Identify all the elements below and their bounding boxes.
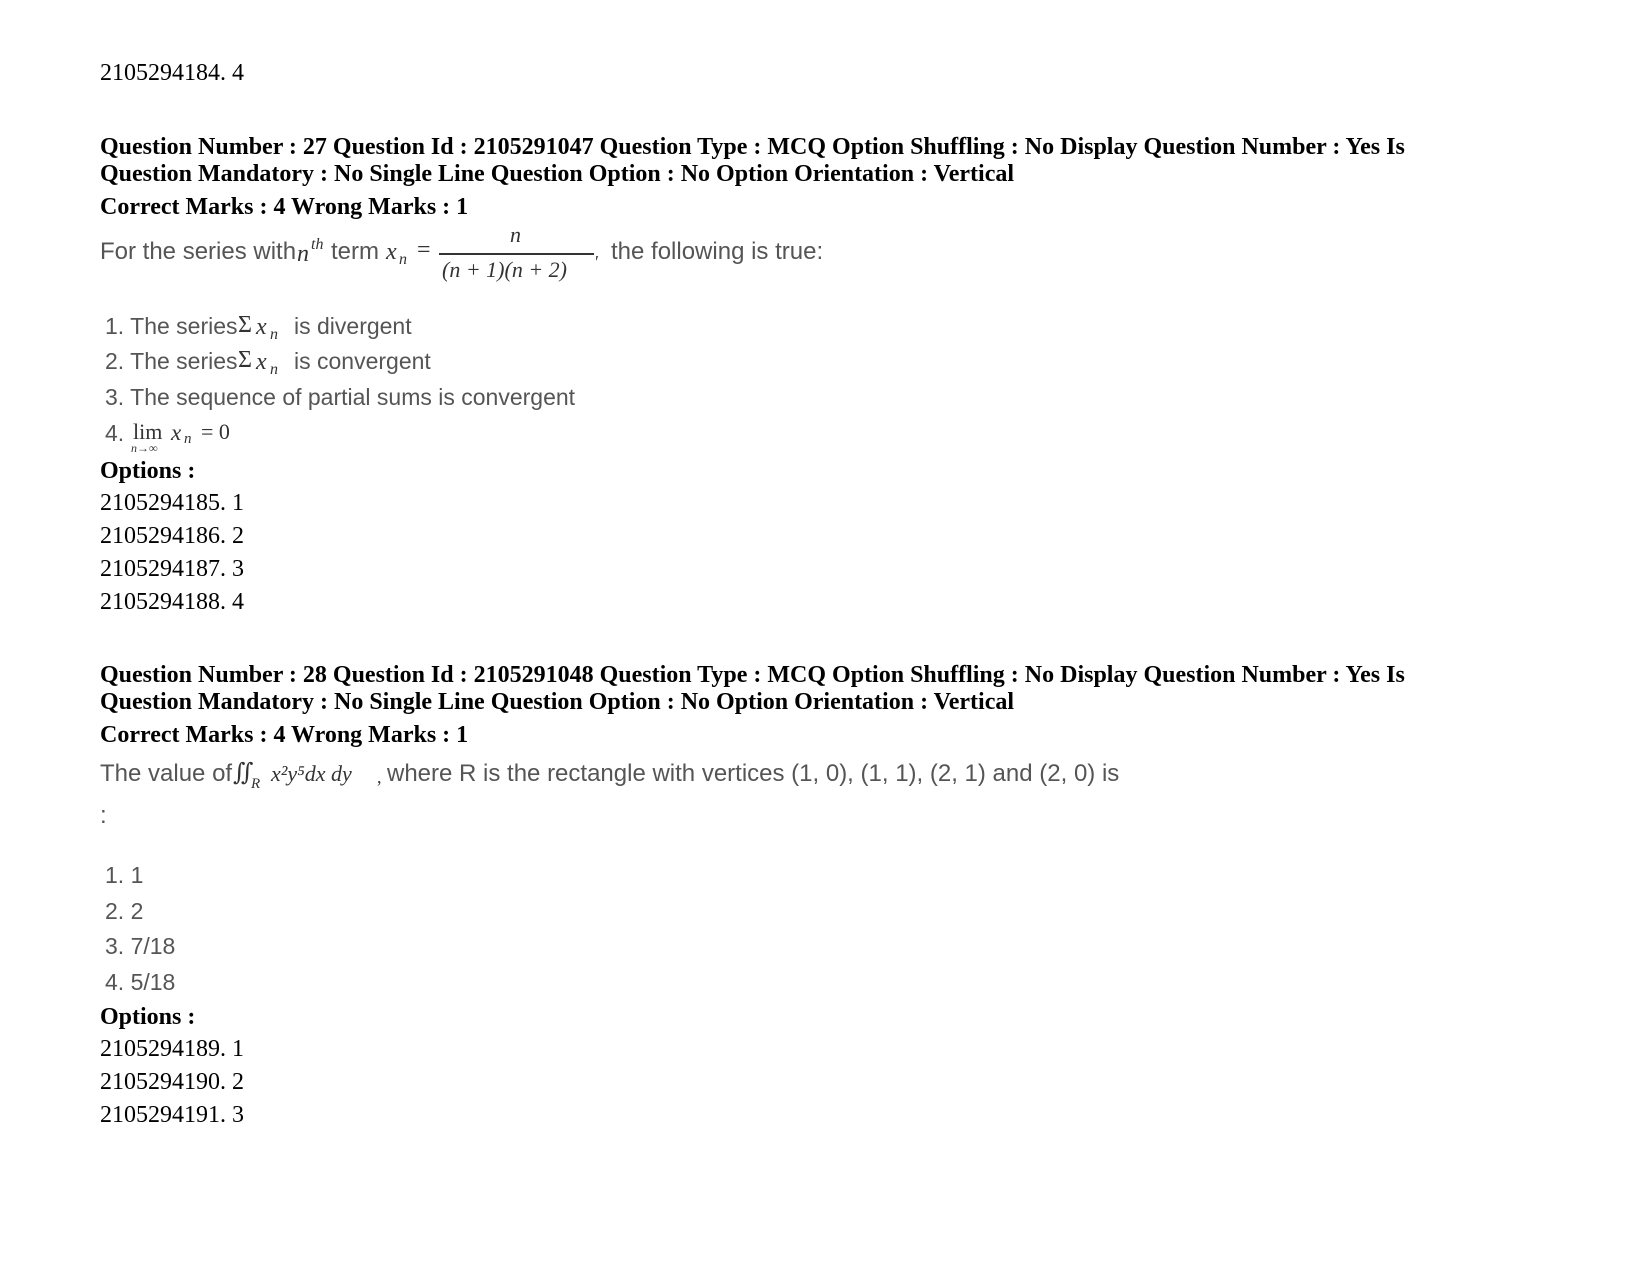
- integrand: x²y⁵dx dy: [271, 761, 352, 786]
- choice-x: x: [256, 314, 267, 340]
- choice-equation: = 0: [201, 419, 230, 444]
- option-line: 2105294189. 1: [100, 1036, 244, 1062]
- option-line: 2105294187. 3: [100, 556, 244, 582]
- choice-prefix: 1. The series: [105, 313, 238, 339]
- stem-comma: ,: [377, 767, 382, 787]
- fraction-bar: [439, 253, 594, 255]
- integral-region: R: [251, 776, 261, 792]
- stem-equals: =: [417, 237, 431, 263]
- stem-x-sub: n: [399, 251, 407, 268]
- stem-comma: ′: [595, 252, 599, 272]
- option-line: 2105294185. 1: [100, 490, 244, 516]
- stem-suffix: where R is the rectangle with vertices (1, 0), (1, 1), (2, 1) and (2, 0) is: [387, 760, 1120, 787]
- choice-prefix: 2. The series: [105, 348, 238, 374]
- stem-colon: :: [100, 802, 107, 829]
- choice-item: 2. 2: [105, 898, 144, 924]
- marks-line: Correct Marks : 4 Wrong Marks : 1: [100, 722, 469, 748]
- choice-suffix: is divergent: [294, 313, 412, 339]
- choice-suffix: is convergent: [294, 348, 431, 374]
- choice-prefix: 4.: [105, 420, 125, 446]
- option-line: 2105294190. 2: [100, 1069, 244, 1095]
- marks-line: Correct Marks : 4 Wrong Marks : 1: [100, 194, 469, 220]
- choice-text: 3. The sequence of partial sums is convergent: [105, 384, 576, 410]
- option-line: 2105294191. 3: [100, 1102, 244, 1128]
- stem-n: n: [297, 241, 309, 267]
- stem-x: x: [386, 239, 397, 265]
- integral-symbol: ∬: [233, 760, 254, 786]
- options-label: Options :: [100, 1004, 196, 1030]
- stem-term: term: [331, 238, 379, 265]
- stem-prefix: The value of: [100, 760, 233, 787]
- question-header-line-2: Question Mandatory : No Single Line Question Option : No Option Orientation : Vertical: [100, 161, 1015, 187]
- choice-item: 3. 7/18: [105, 933, 176, 959]
- fraction-numerator: n: [510, 222, 521, 247]
- sigma-symbol: Σ: [238, 347, 252, 373]
- question-header-line-2: Question Mandatory : No Single Line Question Option : No Option Orientation : Vertical: [100, 689, 1015, 715]
- choice-x-sub: n: [270, 361, 278, 378]
- option-line: 2105294184. 4: [100, 60, 244, 86]
- stem-prefix: For the series with: [100, 238, 297, 265]
- choice-x-sub: n: [270, 326, 278, 343]
- question-header-line-1: Question Number : 27 Question Id : 2105291047 Question Type : MCQ Option Shuffling : No Display Question Number : Yes Is: [100, 134, 1405, 160]
- lim-subscript: n→∞: [131, 441, 158, 455]
- choice-x: x: [256, 349, 267, 375]
- options-label: Options :: [100, 458, 196, 484]
- choice-x: x: [171, 420, 182, 445]
- lim-operator: lim: [133, 419, 163, 444]
- stem-suffix: the following is true:: [611, 238, 824, 265]
- sigma-symbol: Σ: [238, 312, 252, 338]
- stem-th: th: [311, 236, 324, 253]
- fraction-denominator: (n + 1)(n + 2): [442, 257, 567, 282]
- question-header-line-1: Question Number : 28 Question Id : 2105291048 Question Type : MCQ Option Shuffling : No Display Question Number : Yes Is: [100, 662, 1405, 688]
- option-line: 2105294188. 4: [100, 589, 244, 615]
- option-line: 2105294186. 2: [100, 523, 244, 549]
- choice-x-sub: n: [184, 431, 192, 447]
- choice-item: 1. 1: [105, 862, 144, 888]
- choice-item: 4. 5/18: [105, 969, 176, 995]
